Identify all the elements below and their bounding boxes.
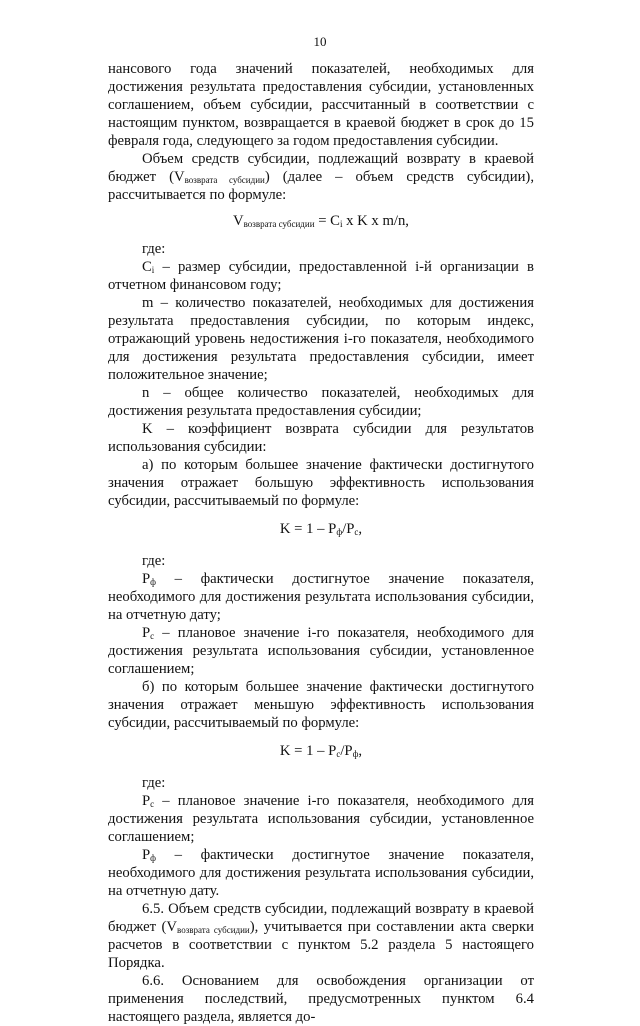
formula-k-a: $K = 1 - P_ф/P_c$, [279,521,363,537]
definition-pf: $P_ф$ – фактически достигнутое значение показателя, необходимого для достижения результата использования субсидии, на отчетную дату; [108,571,534,623]
definition-m: m – количество показателей, необходимых для достижения результата предоставления субсидии, по которым индекс, отражающий уровень недостижения i-го показателя, необходимого для достижения результата предоставления субсидии, имеет положительное значение; [108,295,534,383]
paragraph-return-volume: Объем средств субсидии, подлежащий возврату в краевой бюджет $(V_{возврата субсидии})$ (далее – объем средств субсидии), рассчитывается по формуле: [108,151,534,203]
definition-k: K – коэффициент возврата субсидии для результатов использования субсидии: [108,421,534,455]
where-label: где: [142,241,166,257]
definition-pf: $P_ф$ – фактически достигнутое значение показателя, необходимого для достижения результата использования субсидии, на отчетную дату. [108,847,534,899]
item-b: б) по которым большее значение фактически достигнутого значения отражает меньшую эффективность использования субсидии, рассчитываемый по формуле: [108,679,534,731]
where-label: где: [142,553,166,569]
definition-ci: $C_i$ – размер субсидии, предоставленной i-й организации в отчетном финансовом году; [108,259,534,293]
document-body [108,60,534,1026]
paragraph-6-6: 6.6. Основанием для освобождения организации от применения последствий, предусмотренных пунктом 6.4 настоящего раздела, является до- [108,973,534,1025]
formula-k-b: $K = 1 - P_c/P_ф$, [279,743,363,759]
paragraph-continuation: нансового года значений показателей, необходимых для достижения результата предоставления субсидии, установленных соглашением, объем субсидии, рассчитанный в соответствии с настоящим пунктом, возвращается в краевой бюджет в срок до 15 февраля года, следующего за годом предоставления субсидии. [108,61,534,149]
where-label: где: [142,775,166,791]
item-a: а) по которым большее значение фактически достигнутого значения отражает большую эффективность использования субсидии, рассчитываемый по формуле: [108,457,534,509]
definition-n: n – общее количество показателей, необходимых для достижения результата предоставления субсидии; [108,385,534,419]
definition-pc: $P_c$ – плановое значение i-го показателя, необходимого для достижения результата использования субсидии, установленное соглашением; [108,625,534,677]
formula-return-volume: $V_{возврата субсидии} = C_i$ x K x m/n, [233,213,409,229]
page-number: 10 [313,34,327,49]
definition-pc: $P_c$ – плановое значение i-го показателя, необходимого для достижения результата использования субсидии, установленное соглашением; [108,793,534,845]
paragraph-6-5: 6.5. Объем средств субсидии, подлежащий возврату в краевой бюджет $(V_{возврата субсидии})$, учитывается при составлении акта сверки расчетов в соответствии с пунктом 5.2 раздела 5 настоящего Порядка. [108,901,535,971]
